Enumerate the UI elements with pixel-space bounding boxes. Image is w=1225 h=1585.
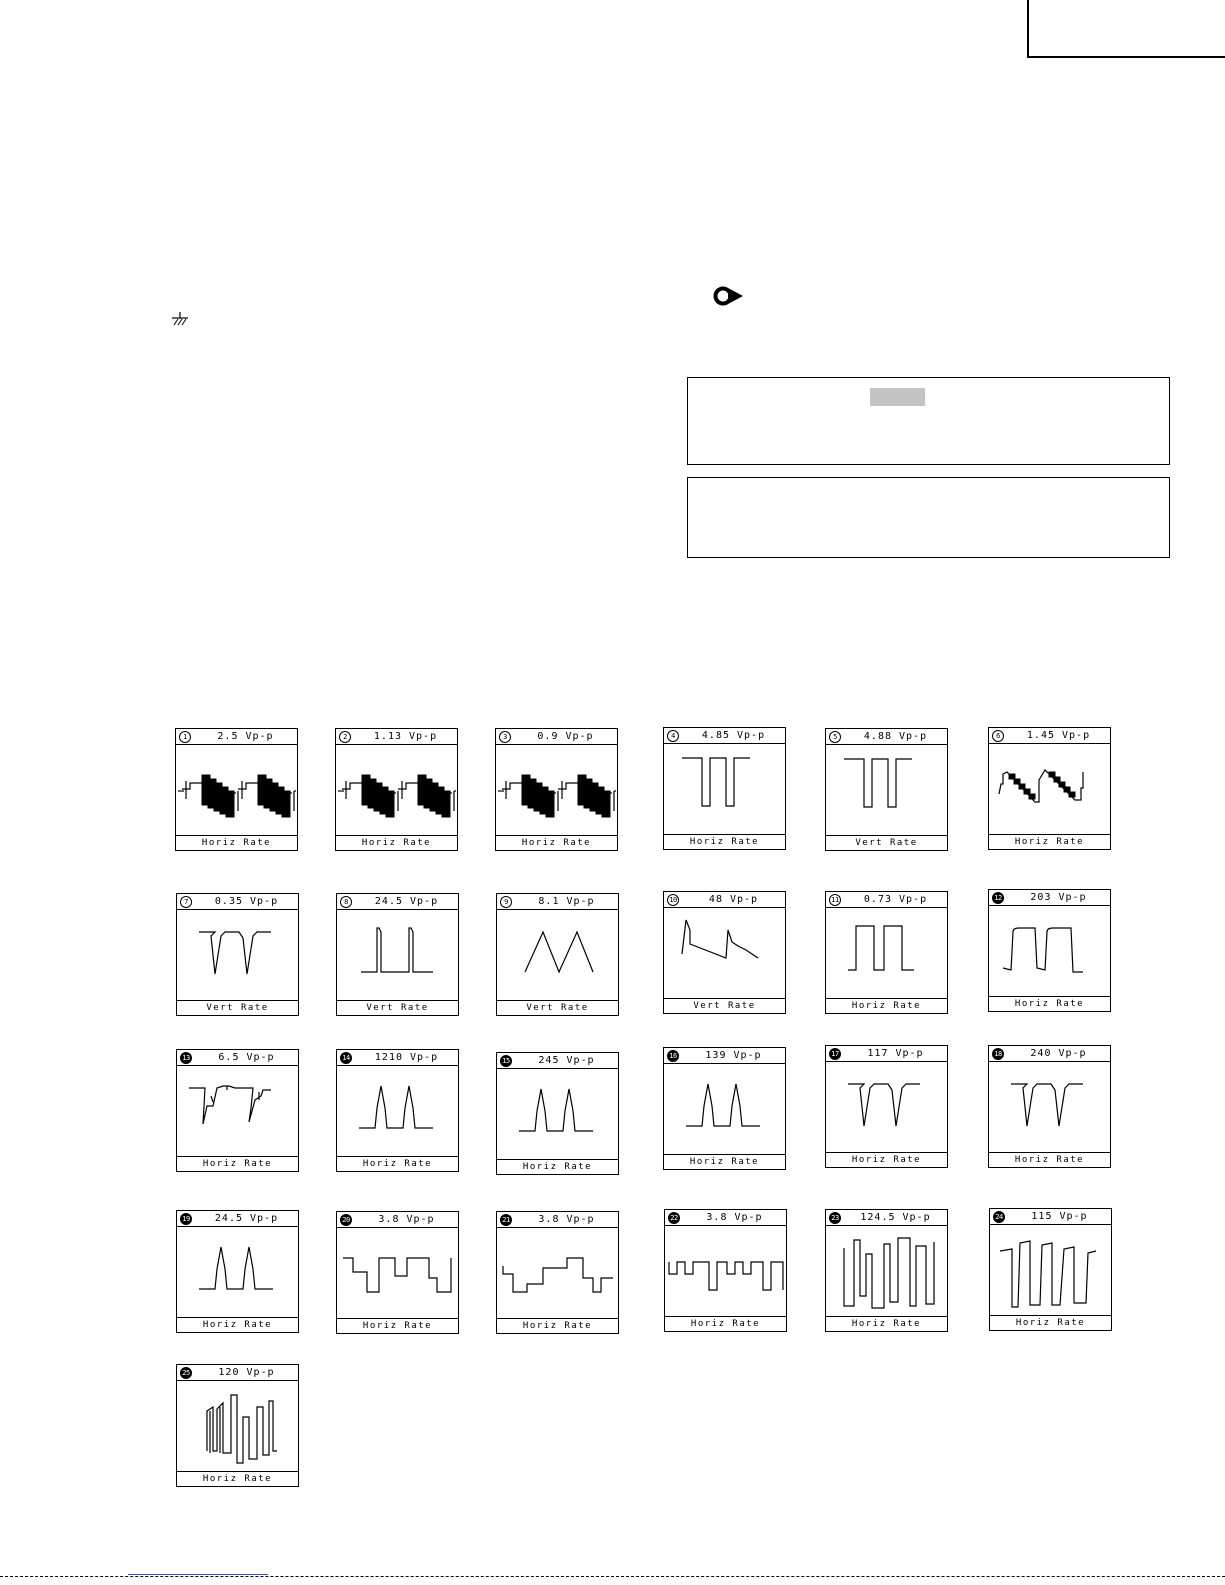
waveform-voltage: 117 Vp-p <box>867 1048 924 1059</box>
waveform-number: 23 <box>829 1212 841 1224</box>
waveform-number: 19 <box>180 1213 192 1225</box>
waveform-rate: Vert Rate <box>177 1000 298 1015</box>
waveform-rate: Horiz Rate <box>496 835 617 850</box>
waveform-header <box>496 729 617 745</box>
waveform-trace <box>664 908 785 998</box>
waveform-number: 4 <box>667 730 679 742</box>
waveform-panel <box>989 1208 1112 1331</box>
bottom-rule-accent <box>128 1574 268 1575</box>
waveform-trace <box>826 908 947 998</box>
waveform-header <box>497 894 618 910</box>
waveform-panel <box>825 1045 948 1168</box>
waveform-panel <box>664 1209 787 1332</box>
waveform-header <box>989 890 1110 906</box>
waveform-trace <box>989 1062 1110 1152</box>
waveform-number: 15 <box>500 1055 512 1067</box>
waveform-voltage: 3.8 Vp-p <box>378 1214 435 1225</box>
waveform-number: 21 <box>500 1214 512 1226</box>
waveform-number: 5 <box>829 731 841 743</box>
waveform-voltage: 0.9 Vp-p <box>537 731 594 742</box>
waveform-panel <box>335 728 458 851</box>
waveform-panel <box>825 728 948 851</box>
waveform-number: 3 <box>499 731 511 743</box>
waveform-header <box>990 1209 1111 1225</box>
waveform-voltage: 1.13 Vp-p <box>373 731 438 742</box>
waveform-voltage: 1.45 Vp-p <box>1026 730 1091 741</box>
waveform-rate: Horiz Rate <box>177 1317 298 1332</box>
waveform-trace <box>989 744 1110 834</box>
note-box-upper <box>687 377 1170 465</box>
waveform-rate: Horiz Rate <box>337 1156 458 1171</box>
waveform-header <box>665 1210 786 1226</box>
waveform-trace <box>176 745 297 835</box>
waveform-rate: Horiz Rate <box>664 1154 785 1169</box>
waveform-trace <box>177 910 298 1000</box>
waveform-voltage: 0.73 Vp-p <box>863 894 928 905</box>
waveform-trace <box>989 906 1110 996</box>
waveform-panel <box>336 893 459 1016</box>
waveform-header <box>177 1050 298 1066</box>
waveform-rate: Horiz Rate <box>497 1318 618 1333</box>
waveform-panel <box>496 1211 619 1334</box>
waveform-voltage: 8.1 Vp-p <box>538 896 595 907</box>
waveform-header <box>177 894 298 910</box>
waveform-panel <box>663 727 786 850</box>
waveform-voltage: 115 Vp-p <box>1031 1211 1088 1222</box>
waveform-trace <box>497 1069 618 1159</box>
waveform-rate: Vert Rate <box>664 998 785 1013</box>
waveform-voltage: 139 Vp-p <box>705 1050 762 1061</box>
waveform-number: 7 <box>180 896 192 908</box>
waveform-number: 6 <box>992 730 1004 742</box>
waveform-panel <box>988 889 1111 1012</box>
waveform-header <box>177 1211 298 1227</box>
waveform-rate: Vert Rate <box>337 1000 458 1015</box>
waveform-rate: Horiz Rate <box>665 1316 786 1331</box>
waveform-number: 14 <box>340 1052 352 1064</box>
waveform-trace <box>664 744 785 834</box>
waveform-trace <box>337 910 458 1000</box>
waveform-number: 24 <box>993 1211 1005 1223</box>
waveform-number: 2 <box>339 731 351 743</box>
waveform-trace <box>337 1228 458 1318</box>
waveform-header <box>336 729 457 745</box>
ground-icon <box>170 312 190 328</box>
waveform-panel <box>495 728 618 851</box>
waveform-trace <box>337 1066 458 1156</box>
waveform-header <box>337 894 458 910</box>
waveform-number: 11 <box>829 894 841 906</box>
waveform-header <box>989 1046 1110 1062</box>
waveform-rate: Horiz Rate <box>826 1316 947 1331</box>
waveform-panel <box>663 1047 786 1170</box>
waveform-panel <box>176 893 299 1016</box>
waveform-number: 1 <box>179 731 191 743</box>
waveform-header <box>337 1212 458 1228</box>
waveform-rate: Vert Rate <box>497 1000 618 1015</box>
waveform-trace <box>990 1225 1111 1315</box>
waveform-trace <box>664 1064 785 1154</box>
waveform-header <box>177 1365 298 1381</box>
waveform-number: 18 <box>992 1048 1004 1060</box>
waveform-panel <box>176 1049 299 1172</box>
waveform-rate: Horiz Rate <box>177 1471 298 1486</box>
waveform-rate: Horiz Rate <box>176 835 297 850</box>
page-corner-box <box>1027 0 1225 58</box>
waveform-number: 12 <box>992 892 1004 904</box>
waveform-voltage: 240 Vp-p <box>1030 1048 1087 1059</box>
waveform-header <box>826 1210 947 1226</box>
waveform-rate: Horiz Rate <box>497 1159 618 1174</box>
waveform-rate: Horiz Rate <box>989 996 1110 1011</box>
waveform-panel <box>663 891 786 1014</box>
waveform-number: 20 <box>340 1214 352 1226</box>
waveform-number: 8 <box>340 896 352 908</box>
waveform-number: 25 <box>180 1367 192 1379</box>
waveform-rate: Horiz Rate <box>989 834 1110 849</box>
waveform-trace <box>177 1227 298 1317</box>
waveform-voltage: 203 Vp-p <box>1030 892 1087 903</box>
waveform-rate: Vert Rate <box>826 835 947 850</box>
waveform-voltage: 245 Vp-p <box>538 1055 595 1066</box>
waveform-panel <box>336 1211 459 1334</box>
waveform-header <box>664 728 785 744</box>
waveform-panel <box>988 1045 1111 1168</box>
waveform-trace <box>177 1066 298 1156</box>
waveform-trace <box>826 1062 947 1152</box>
waveform-rate: Horiz Rate <box>336 835 457 850</box>
waveform-header <box>497 1053 618 1069</box>
waveform-header <box>337 1050 458 1066</box>
waveform-header <box>826 729 947 745</box>
waveform-rate: Horiz Rate <box>337 1318 458 1333</box>
waveform-trace <box>665 1226 786 1316</box>
waveform-number: 10 <box>667 894 679 906</box>
waveform-voltage: 48 Vp-p <box>708 894 759 905</box>
waveform-trace <box>826 1226 947 1316</box>
waveform-voltage: 2.5 Vp-p <box>217 731 274 742</box>
waveform-rate: Horiz Rate <box>177 1156 298 1171</box>
waveform-panel <box>496 893 619 1016</box>
waveform-number: 9 <box>500 896 512 908</box>
probe-arrow-icon <box>712 285 746 307</box>
waveform-number: 13 <box>180 1052 192 1064</box>
waveform-header <box>176 729 297 745</box>
waveform-panel <box>825 891 948 1014</box>
waveform-panel <box>176 1210 299 1333</box>
waveform-voltage: 124.5 Vp-p <box>860 1212 931 1223</box>
waveform-panel <box>336 1049 459 1172</box>
waveform-trace <box>496 745 617 835</box>
waveform-trace <box>497 1228 618 1318</box>
waveform-panel <box>496 1052 619 1175</box>
waveform-voltage: 0.35 Vp-p <box>214 896 279 907</box>
waveform-number: 17 <box>829 1048 841 1060</box>
waveform-voltage: 24.5 Vp-p <box>214 1213 279 1224</box>
waveform-voltage: 3.8 Vp-p <box>538 1214 595 1225</box>
waveform-voltage: 1210 Vp-p <box>374 1052 439 1063</box>
waveform-rate: Horiz Rate <box>989 1152 1110 1167</box>
waveform-number: 16 <box>667 1050 679 1062</box>
waveform-voltage: 3.8 Vp-p <box>706 1212 763 1223</box>
waveform-header <box>826 1046 947 1062</box>
waveform-header <box>826 892 947 908</box>
bottom-rule <box>0 1576 1225 1577</box>
waveform-rate: Horiz Rate <box>826 1152 947 1167</box>
waveform-voltage: 120 Vp-p <box>218 1367 275 1378</box>
waveform-panel <box>175 728 298 851</box>
waveform-rate: Horiz Rate <box>990 1315 1111 1330</box>
waveform-trace <box>826 745 947 835</box>
waveform-voltage: 4.85 Vp-p <box>701 730 766 741</box>
waveform-rate: Horiz Rate <box>826 998 947 1013</box>
waveform-rate: Horiz Rate <box>664 834 785 849</box>
waveform-voltage: 4.88 Vp-p <box>863 731 928 742</box>
waveform-header <box>664 1048 785 1064</box>
note-box-lower <box>687 477 1170 558</box>
waveform-trace <box>336 745 457 835</box>
waveform-trace <box>497 910 618 1000</box>
waveform-voltage: 24.5 Vp-p <box>374 896 439 907</box>
waveform-trace <box>177 1381 298 1471</box>
waveform-panel <box>988 727 1111 850</box>
waveform-header <box>497 1212 618 1228</box>
waveform-panel <box>176 1364 299 1487</box>
waveform-panel <box>825 1209 948 1332</box>
waveform-header <box>664 892 785 908</box>
waveform-number: 22 <box>668 1212 680 1224</box>
waveform-voltage: 6.5 Vp-p <box>218 1052 275 1063</box>
shaded-marker <box>870 388 925 406</box>
waveform-header <box>989 728 1110 744</box>
